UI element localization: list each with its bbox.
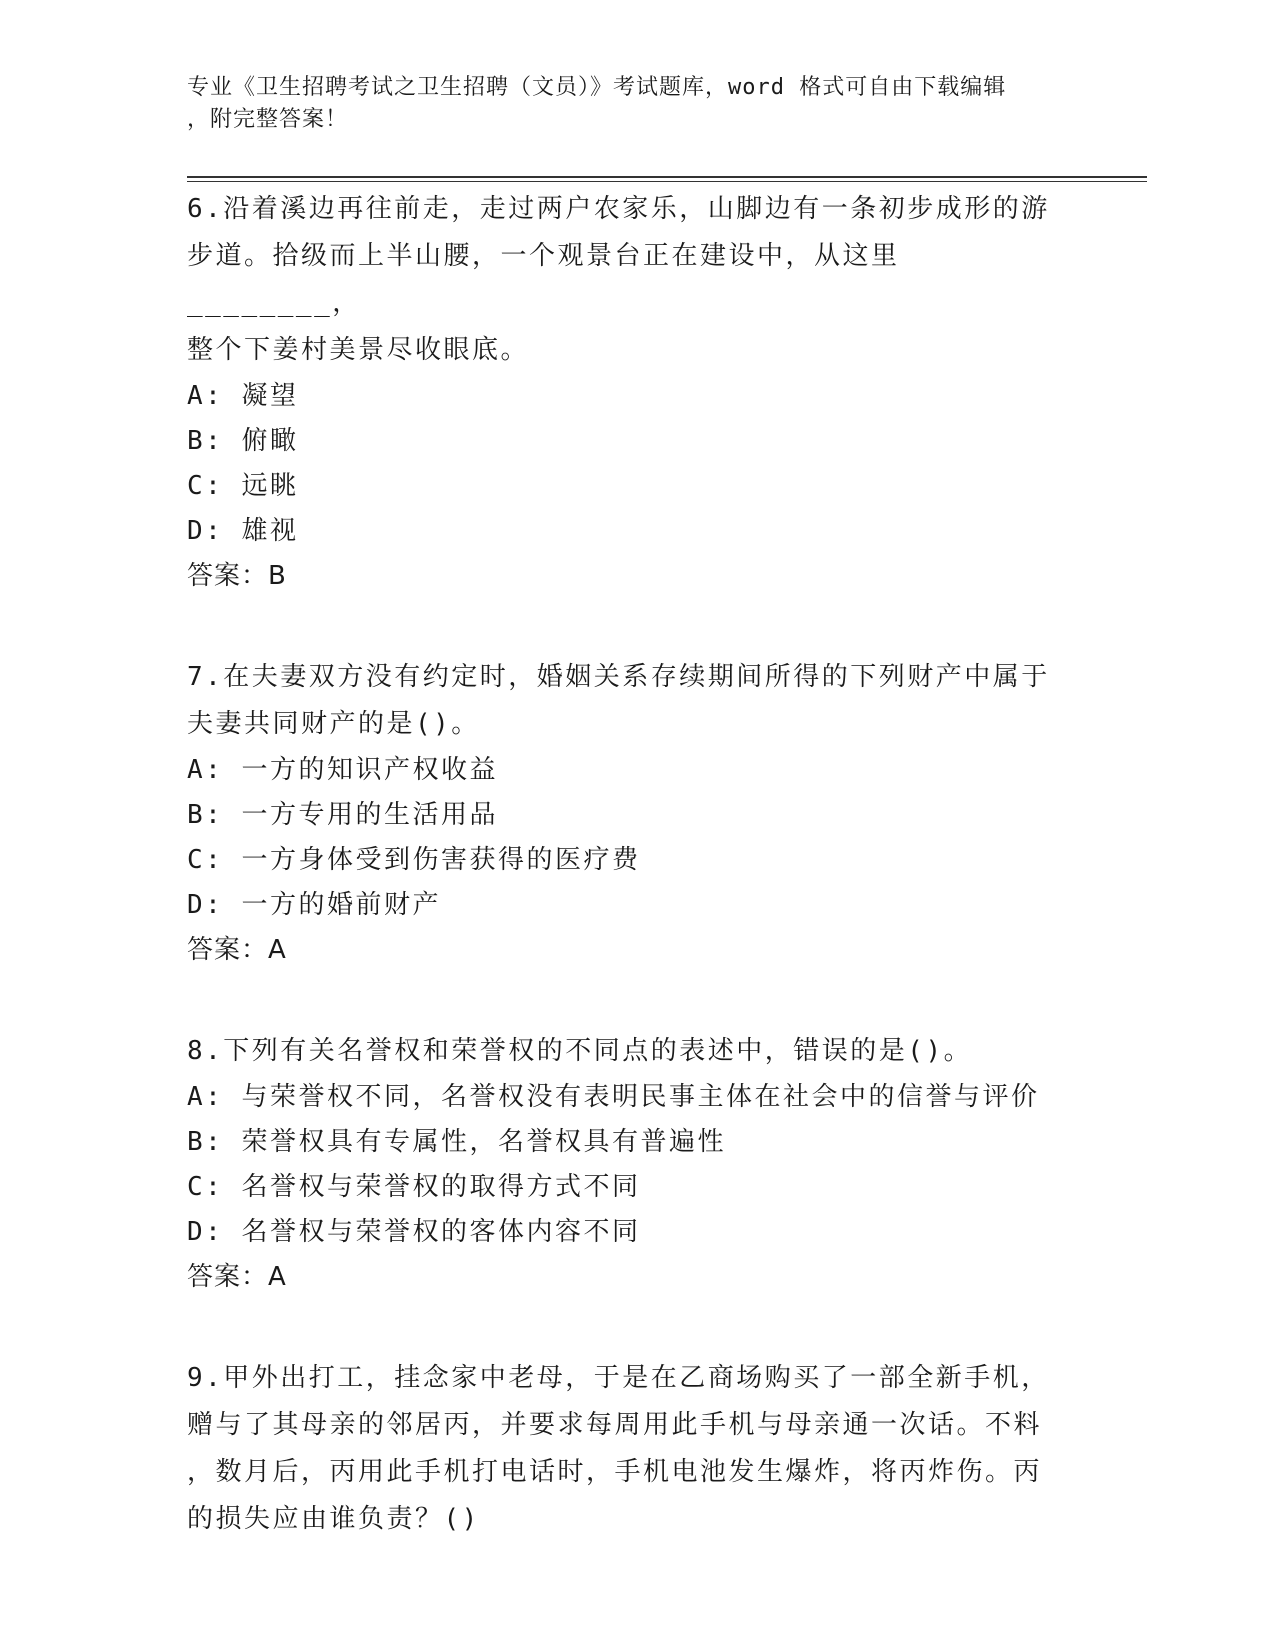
question-7-option-b: B: 一方专用的生活用品 (187, 800, 498, 830)
question-7-option-d: D: 一方的婚前财产 (187, 890, 441, 920)
header-line-2: ，附完整答案！ (187, 107, 349, 132)
question-7-option-c: C: 一方身体受到伤害获得的医疗费 (187, 845, 641, 875)
document-header (187, 72, 1067, 136)
question-6-line-1: 6.沿着溪边再往前走，走过两户农家乐，山脚边有一条初步成形的游 (187, 194, 1050, 224)
question-6 (187, 186, 1067, 599)
question-8-answer: 答案：A (187, 1262, 287, 1292)
question-9 (187, 1355, 1067, 1543)
question-6-option-c: C: 远眺 (187, 471, 299, 501)
question-7-answer: 答案：A (187, 935, 287, 965)
question-8 (187, 1028, 1067, 1300)
spacer (187, 973, 1067, 1028)
question-6-answer: 答案：B (187, 561, 287, 591)
header-divider-thin (187, 181, 1147, 182)
question-6-option-b: B: 俯瞰 (187, 426, 299, 456)
header-divider-thick (187, 176, 1147, 178)
question-7-line-1: 7.在夫妻双方没有约定时，婚姻关系存续期间所得的下列财产中属于 (187, 662, 1050, 692)
question-8-option-c: C: 名誉权与荣誉权的取得方式不同 (187, 1172, 641, 1202)
spacer (187, 1300, 1067, 1355)
question-7-line-2: 夫妻共同财产的是()。 (187, 709, 480, 739)
header-line-1: 专业《卫生招聘考试之卫生招聘（文员）》考试题库，word 格式可自由下载编辑 (187, 75, 1007, 100)
question-7-option-a: A: 一方的知识产权收益 (187, 755, 498, 785)
question-6-line-3: 整个下姜村美景尽收眼底。 (187, 335, 530, 365)
question-9-line-4: 的损失应由谁负责？() (187, 1504, 480, 1534)
question-9-line-1: 9.甲外出打工，挂念家中老母，于是在乙商场购买了一部全新手机， (187, 1363, 1050, 1393)
question-8-option-a: A: 与荣誉权不同，名誉权没有表明民事主体在社会中的信誉与评价 (187, 1082, 1040, 1112)
spacer (187, 599, 1067, 654)
question-6-line-2: 步道。拾级而上半山腰，一个观景台正在建设中，从这里________， (187, 241, 900, 318)
question-6-option-a: A: 凝望 (187, 381, 299, 411)
question-9-line-2: 赠与了其母亲的邻居丙，并要求每周用此手机与母亲通一次话。不料 (187, 1410, 1043, 1440)
question-7 (187, 654, 1067, 973)
question-8-option-d: D: 名誉权与荣誉权的客体内容不同 (187, 1217, 641, 1247)
question-8-option-b: B: 荣誉权具有专属性，名誉权具有普遍性 (187, 1127, 726, 1157)
question-9-line-3: ，数月后，丙用此手机打电话时，手机电池发生爆炸，将丙炸伤。丙 (187, 1457, 1043, 1487)
question-6-option-d: D: 雄视 (187, 516, 299, 546)
question-list (187, 186, 1067, 1543)
question-8-line-1: 8.下列有关名誉权和荣誉权的不同点的表述中，错误的是()。 (187, 1036, 973, 1066)
